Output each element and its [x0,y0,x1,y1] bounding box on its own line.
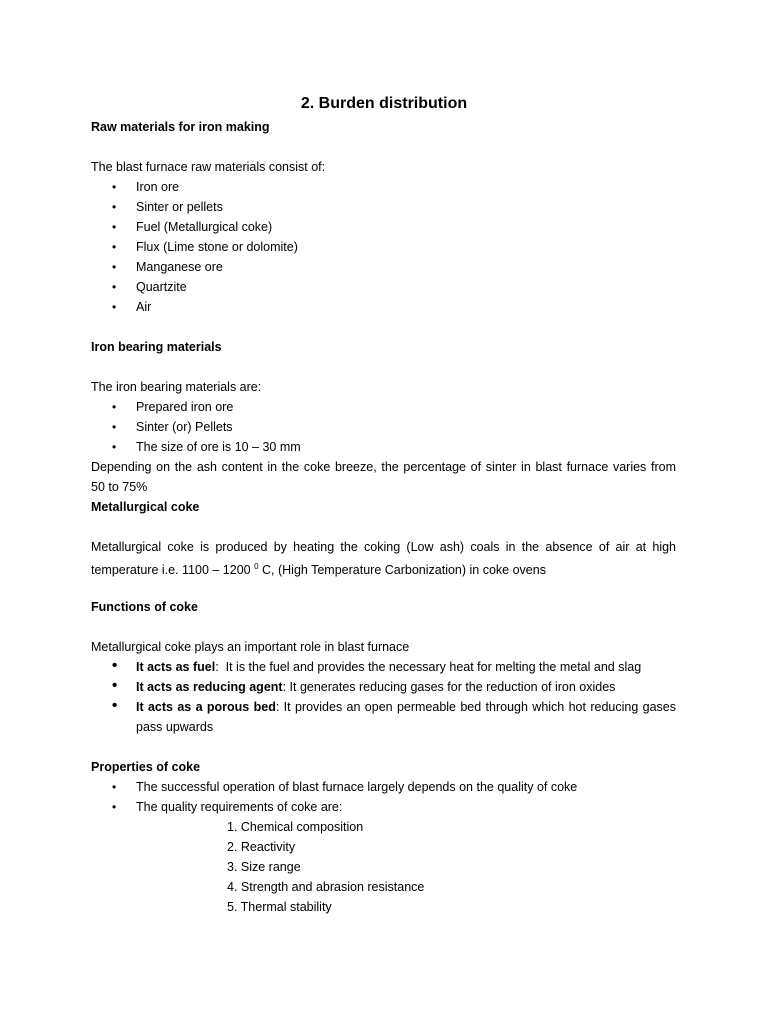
bullet-icon: • [112,697,118,714]
list-item: Fuel (Metallurgical coke) [136,220,273,234]
iron-bearing-intro: The iron bearing materials are: [91,380,262,394]
bullet-icon: • [112,400,117,414]
list-item: Sinter or pellets [136,200,223,214]
function-text: It is the fuel and provides the necessary heat for melting the metal and slag [225,660,642,674]
requirement-item: 5. Thermal stability [227,900,332,914]
list-item: Flux (Lime stone or dolomite) [136,240,298,254]
function-item-porous-bed [136,697,676,717]
degree-superscript: 0 [254,562,259,571]
functions-intro: Metallurgical coke plays an important role in blast furnace [91,640,410,654]
section-heading-properties: Properties of coke [91,760,201,774]
bullet-icon: • [112,300,117,314]
bullet-icon: • [112,780,117,794]
list-item: Air [136,300,152,314]
function-term: It acts as a porous bed [136,700,276,714]
function-separator: : [215,660,226,674]
function-text: It generates reducing gases for the reduction of iron oxides [289,680,616,694]
bullet-icon: • [112,240,117,254]
requirement-item: 3. Size range [227,860,301,874]
function-item-fuel [136,657,641,677]
section-heading-functions: Functions of coke [91,600,198,614]
coke-paragraph-line2 [91,557,546,577]
bullet-icon: • [112,657,118,674]
list-item: Quartzite [136,280,187,294]
function-separator: : [275,700,284,714]
bullet-icon: • [112,220,117,234]
list-item: Prepared iron ore [136,400,234,414]
requirement-item: 1. Chemical composition [227,820,364,834]
section-heading-iron-bearing: Iron bearing materials [91,340,222,354]
bullet-icon: • [112,800,117,814]
list-item: Iron ore [136,180,180,194]
function-text: It provides an open permeable bed through which hot reducing gases [283,700,676,714]
section-heading-metallurgical-coke: Metallurgical coke [91,500,200,514]
page-title: 2. Burden distribution [300,95,468,112]
list-item: Manganese ore [136,260,223,274]
function-term: It acts as reducing agent [136,680,283,694]
raw-materials-intro: The blast furnace raw materials consist of: [91,160,326,174]
function-item-porous-bed-cont: pass upwards [136,720,214,734]
requirement-item: 4. Strength and abrasion resistance [227,880,425,894]
list-item: The size of ore is 10 – 30 mm [136,440,301,454]
coke-temp-text: temperature i.e. 1100 – 1200 [91,563,255,578]
bullet-icon: • [112,280,117,294]
coke-paragraph-line1: Metallurgical coke is produced by heating the coking (Low ash) coals in the absence of air at high [91,540,676,554]
requirement-item: 2. Reactivity [227,840,296,854]
function-term: It acts as fuel [136,660,216,674]
function-separator: : [282,680,290,694]
bullet-icon: • [112,677,118,694]
list-item: Sinter (or) Pellets [136,420,233,434]
bullet-icon: • [112,180,117,194]
section-heading-raw-materials: Raw materials for iron making [91,120,270,134]
coke-temp-rest: C, (High Temperature Carbonization) in coke ovens [258,563,546,578]
function-item-reducing-agent [136,677,615,697]
list-item: The successful operation of blast furnace largely depends on the quality of coke [136,780,578,794]
bullet-icon: • [112,420,117,434]
bullet-icon: • [112,440,117,454]
bullet-icon: • [112,260,117,274]
list-item: The quality requirements of coke are: [136,800,343,814]
sinter-paragraph-line1: Depending on the ash content in the coke breeze, the percentage of sinter in blast furnace varies from [91,460,676,474]
bullet-icon: • [112,200,117,214]
sinter-paragraph-line2: 50 to 75% [91,480,148,494]
